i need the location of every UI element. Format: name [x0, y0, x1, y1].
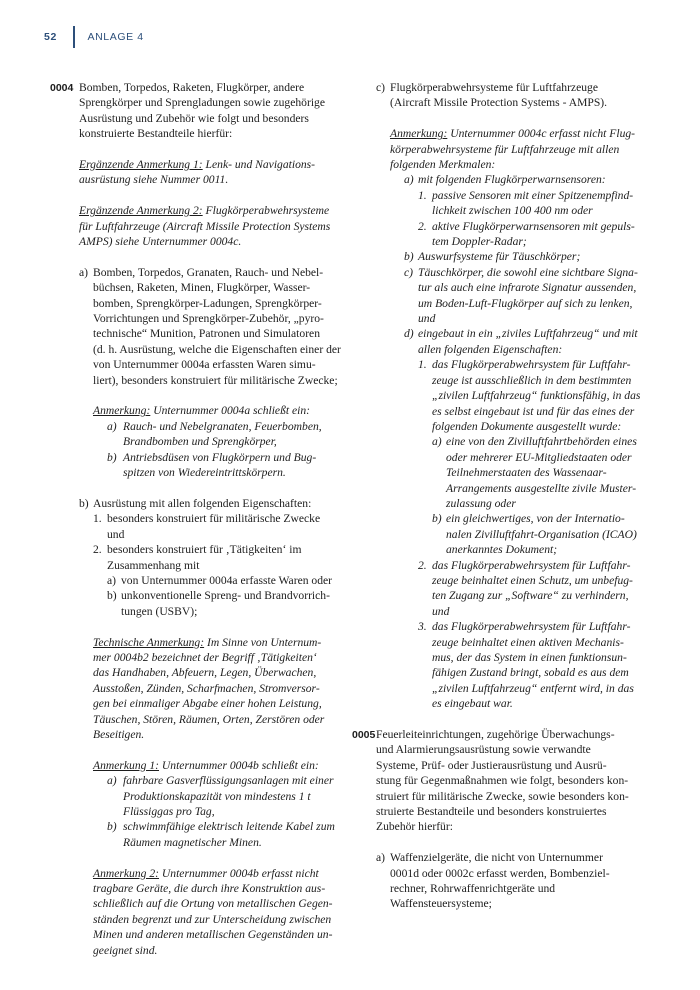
text-line: anerkanntes Dokument; [446, 543, 558, 557]
list-marker: c) [404, 265, 414, 279]
text-line: schließlich auf die Ortung von metallischen Gegen- [93, 897, 333, 911]
section-title: ANLAGE 4 [87, 31, 144, 43]
text-line: zeuge beinhaltet einen Schutz, um unbefug- [432, 573, 633, 587]
text-line: Auswurfsysteme für Täuschkörper; [418, 250, 581, 264]
subitem-0004a [79, 265, 342, 481]
text-line: Unternummer 0004c erfasst nicht Flug- [447, 127, 636, 141]
text-line: körperabwehrsysteme für Luftfahrzeuge mit allen [390, 142, 620, 156]
text-line: folgenden Merkmalen: [390, 158, 496, 172]
text-line: Räumen magnetischer Minen. [123, 835, 262, 849]
text-line: lichkeit zwischen 100 400 nm oder [432, 204, 593, 218]
text-line: rechner, Rohrwaffenrichtgeräte und [390, 882, 556, 896]
text-line: Brandbomben und Sprengkörper, [123, 435, 277, 449]
text-line: folgenden Dokumente ausgestellt wurde: [432, 419, 622, 433]
text-line: fähigen Zustand bringt, sobald es aus dem [432, 666, 629, 680]
note-label: Anmerkung: [93, 404, 151, 418]
note-2-0004b [93, 866, 342, 958]
text-line: Unternummer 0004a schließt ein: [150, 404, 311, 418]
subitem-0004c [376, 80, 644, 712]
text-line: tur als auch eine infrarote Signatur aussenden, [418, 281, 637, 295]
text-line: und Alarmierungsausrüstung sowie verwandte [376, 743, 591, 757]
text-line: Unternummer 0004b erfasst nicht [159, 866, 319, 880]
text-line: Zubehör hierfür: [376, 820, 453, 834]
list-marker: 2. [93, 543, 102, 557]
text-line: bomben, Sprengkörper-Ladungen, Sprengkörper- [93, 296, 322, 310]
text-line: das Flugkörperabwehrsystem für Luftfahr- [432, 358, 631, 372]
text-line: tungen (USBV); [121, 604, 198, 618]
text-line: struierte Bestandteile und besonders konstruiertes [376, 805, 607, 819]
list-marker: d) [404, 327, 414, 341]
list-marker: a) [432, 435, 442, 449]
text-line: oder mehrerer EU-Mitgliedstaaten oder [446, 450, 632, 464]
text-line: das Flugkörperabwehrsystem für Luftfahr- [432, 558, 631, 572]
supplementary-note-2 [79, 203, 342, 249]
text-line: und [418, 312, 436, 326]
text-line: Feuerleiteinrichtungen, zugehörige Überwachungs- [376, 728, 615, 742]
list-marker: a) [107, 774, 117, 788]
list-marker: 1. [418, 188, 427, 202]
text-line: Minen und anderen metallischen Gegenständen un- [93, 928, 333, 942]
text-line: mus, der das System in einen funktionsun- [432, 651, 627, 665]
text-line: Teilnehmerstaaten des Wassenaar- [446, 466, 607, 480]
text-line: das Handhaben, Abfeuern, Legen, Überwachen, [93, 666, 317, 680]
text-line: das Flugkörperabwehrsystem für Luftfahr- [432, 620, 631, 634]
text-line: konstruierte Bestandteile hierfür: [79, 127, 233, 141]
text-line: Täuschen, Stören, Räumen, Orten, Zerstören oder [93, 712, 325, 726]
text-line: Flugkörperabwehrsysteme [202, 204, 330, 218]
header-divider [73, 26, 75, 48]
left-column [50, 80, 342, 958]
text-line: Systeme, Prüf- oder Justierausrüstung und Ausrü- [376, 758, 607, 772]
text-line: stung für Gegenmaßnahmen wie folgt, besonders kon- [376, 774, 629, 788]
note-label: Anmerkung 2: [93, 866, 160, 880]
list-marker: a) [107, 573, 117, 587]
text-line: Flugkörperabwehrsysteme für Luftfahrzeuge [390, 81, 598, 94]
list-marker: a) [404, 173, 414, 187]
text-line: struiert für militärische Zwecke, sowie besonders kon- [376, 789, 629, 803]
text-line: ständen begrenzt und zur Unterscheidung zwischen [93, 912, 332, 926]
text-line: es selbst eingebaut ist und für das eines der [432, 404, 635, 418]
text-line: besonders konstruiert für militärische Zwecke [107, 512, 321, 526]
list-marker: b) [432, 512, 442, 526]
text-line: „zivilen Luftfahrzeug“ entfernt wird, in das [432, 681, 634, 695]
text-line: Arrangements ausgestellte zivile Muster- [446, 481, 637, 495]
list-marker: b) [107, 820, 117, 834]
page-header [44, 26, 144, 48]
text-line: um Boden-Luft-Flugkörper auf sich zu lenken, [418, 296, 633, 310]
list-marker: a) [79, 265, 89, 279]
text-line: gen bei einmaliger Abgabe einer hohen Leistung, [93, 697, 322, 711]
text-line: Unternummer 0004b schließt ein: [159, 758, 319, 772]
note-label: Anmerkung 1: [93, 758, 160, 772]
list-marker: 2. [418, 219, 427, 233]
text-line: fahrbare Gasverflüssigungsanlagen mit einer [123, 774, 334, 788]
text-line: nalen Zivilluftfahrt-Organisation (ICAO) [446, 527, 637, 541]
text-line: mer 0004b2 bezeichnet der Begriff ‚Tätigkeiten‘ [93, 650, 317, 664]
text-line: und [107, 527, 125, 541]
note-0004a [93, 403, 342, 480]
text-line: Ausrüstung und Zubehör wie folgt und besonders [79, 111, 309, 125]
text-line: zeuge beinhaltet einen aktiven Mechanis- [432, 635, 624, 649]
text-line: (d. h. Ausrüstung, welche die Eigenschaften einer der [93, 342, 341, 356]
note-label: Technische Anmerkung: [93, 635, 205, 649]
text-line: eingebaut in ein „ziviles Luftfahrzeug“ und mit [418, 327, 638, 341]
text-line: von Unternummer 0004a erfassten Waren simu- [93, 358, 316, 372]
entry-number: 0004 [50, 82, 74, 94]
text-line: ein gleichwertiges, von der Internatio- [446, 512, 625, 526]
text-line: Produktionskapazität von mindestens 1 t [123, 789, 311, 803]
list-marker: 3. [418, 620, 427, 634]
note-label: Ergänzende Anmerkung 1: [79, 158, 203, 172]
text-line: Antriebsdüsen von Flugkörpern und Bug- [123, 450, 317, 464]
list-marker: b) [404, 250, 414, 264]
list-marker: 2. [418, 558, 427, 572]
text-line: büchsen, Raketen, Minen, Flugkörper, Wasser- [93, 281, 311, 295]
text-line: AMPS) siehe Unternummer 0004c. [79, 235, 242, 249]
text-line: eine von den Zivilluftfahrtbehörden eines [446, 435, 637, 449]
text-line: Bomben, Torpedos, Granaten, Rauch- und Nebel- [93, 265, 324, 279]
entry-0005 [352, 727, 644, 912]
subitem-0004b [79, 496, 342, 958]
text-line: (Aircraft Missile Protection Systems - AMPS). [390, 96, 608, 110]
text-line: „zivilen Luftfahrzeug“ funktionsfähig, in das [432, 389, 641, 403]
text-line: besonders konstruiert für ‚Tätigkeiten‘ im [107, 543, 302, 557]
text-line: 0001d oder 0002c erfasst werden, Bombenziel- [390, 866, 610, 880]
text-line: liert), besonders konstruiert für militärische Zwecke; [93, 373, 338, 387]
note-1-0004b [93, 758, 342, 850]
text-line: geeignet sind. [93, 943, 158, 957]
text-line: mit folgenden Flugkörperwarnsensoren: [418, 173, 606, 187]
text-line: zeuge ist ausschließlich in dem bestimmten [432, 373, 632, 387]
list-marker: b) [79, 496, 89, 510]
text-line: ausrüstung siehe Nummer 0011. [79, 173, 229, 187]
note-label: Anmerkung: [390, 127, 448, 141]
note-0004c [390, 126, 644, 711]
text-line: Beseitigen. [93, 727, 145, 741]
page-number: 52 [44, 31, 57, 43]
list-marker: 1. [418, 358, 427, 372]
text-line: Zusammenhang mit [107, 558, 200, 572]
text-line: Ausrüstung mit allen folgenden Eigenschaften: [93, 496, 312, 510]
text-line: tragbare Geräte, die durch ihre Konstruktion aus- [93, 882, 326, 895]
entry-0004 [50, 80, 342, 958]
text-line: Waffenzielgeräte, die nicht von Unternummer [390, 851, 603, 865]
text-line: passive Sensoren mit einer Spitzenempfind- [432, 188, 634, 202]
subitem-0005a [376, 850, 644, 912]
entry-number: 0005 [352, 729, 376, 742]
text-line: tem Doppler-Radar; [432, 235, 527, 249]
text-line: aktive Flugkörperwarnsensoren mit gepuls- [432, 219, 635, 233]
text-line: schwimmfähige elektrisch leitende Kabel zum [123, 820, 335, 834]
text-line: es eingebaut war. [432, 697, 513, 711]
supplementary-note-1 [79, 157, 342, 188]
list-marker: c) [376, 81, 386, 94]
text-line: von Unternummer 0004a erfasste Waren oder [121, 573, 333, 587]
technical-note-0004b [93, 635, 342, 743]
text-line: für Luftfahrzeuge (Aircraft Missile Protection Systems [79, 219, 331, 233]
text-line: zulassung oder [446, 496, 516, 510]
text-line: spitzen von Wiedereintrittskörpern. [123, 466, 286, 480]
right-column [352, 80, 644, 912]
text-line: technische“ Munition, Patronen und Simulatoren [93, 327, 321, 341]
text-line: Sprengkörper und Sprengladungen sowie zugehörige [79, 96, 325, 110]
note-label: Ergänzende Anmerkung 2: [79, 204, 203, 218]
text-line: Im Sinne von Unternum- [204, 635, 322, 649]
text-line: Ausstoßen, Zünden, Scharfmachen, Stromversor- [93, 681, 320, 695]
text-line: und [432, 604, 450, 618]
text-line: ten Zugang zur „Software“ zu verhindern, [432, 589, 629, 603]
list-marker: a) [376, 851, 386, 865]
text-line: Rauch- und Nebelgranaten, Feuerbomben, [123, 419, 322, 433]
list-marker: b) [107, 450, 117, 464]
text-line: Flüssiggas pro Tag, [123, 804, 215, 818]
text-line: unkonventionelle Spreng- und Brandvorrich- [121, 589, 330, 603]
text-line: allen folgenden Eigenschaften: [418, 342, 563, 356]
text-line: Waffensteuersysteme; [390, 897, 492, 911]
list-marker: b) [107, 589, 117, 603]
list-marker: a) [107, 419, 117, 433]
text-line: Vorrichtungen und Sprengkörper-Zubehör, „pyro- [93, 312, 324, 326]
text-line: Täuschkörper, die sowohl eine sichtbare Signa- [418, 265, 638, 279]
text-line: Bomben, Torpedos, Raketen, Flugkörper, andere [79, 81, 305, 94]
text-line: Lenk- und Navigations- [202, 158, 316, 172]
list-marker: 1. [93, 512, 102, 526]
